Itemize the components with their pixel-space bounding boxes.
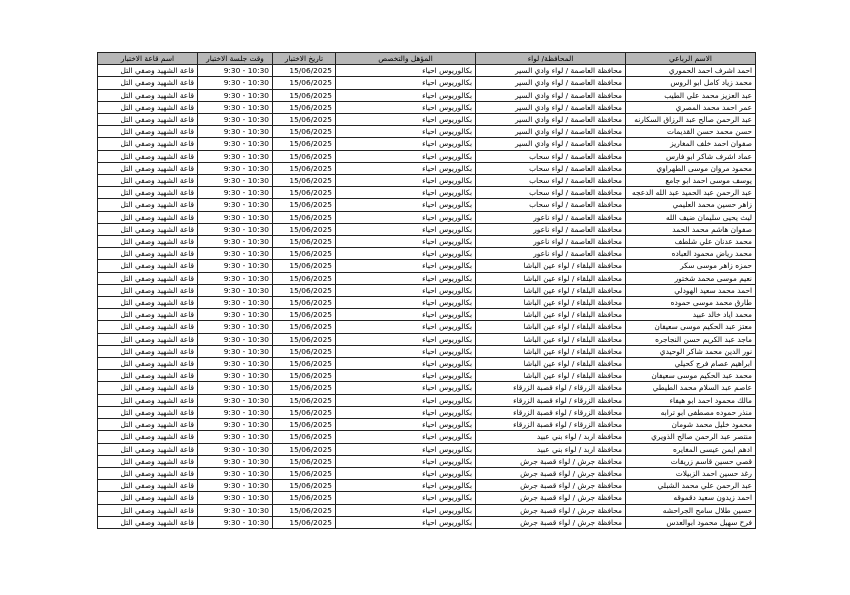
cell-time: 9:30 - 10:30 — [198, 467, 273, 479]
cell-qualification: بكالوريوس احياء — [336, 516, 476, 528]
cell-time: 9:30 - 10:30 — [198, 321, 273, 333]
cell-time: 9:30 - 10:30 — [198, 455, 273, 467]
cell-time: 9:30 - 10:30 — [198, 138, 273, 150]
cell-time: 9:30 - 10:30 — [198, 114, 273, 126]
cell-qualification: بكالوريوس احياء — [336, 236, 476, 248]
cell-time: 9:30 - 10:30 — [198, 284, 273, 296]
cell-qualification: بكالوريوس احياء — [336, 101, 476, 113]
cell-date: 15/06/2025 — [273, 187, 336, 199]
table-row — [98, 272, 756, 284]
header-hall: اسم قاعة الاختبار — [98, 53, 198, 65]
cell-time: 9:30 - 10:30 — [198, 211, 273, 223]
cell-name: ادهم ايمن عيسى المغايره — [626, 443, 756, 455]
table-row — [98, 162, 756, 174]
cell-date: 15/06/2025 — [273, 333, 336, 345]
cell-qualification: بكالوريوس احياء — [336, 492, 476, 504]
cell-governorate: محافظة جرش / لواء قصبة جرش — [476, 455, 626, 467]
cell-time: 9:30 - 10:30 — [198, 223, 273, 235]
cell-time: 9:30 - 10:30 — [198, 65, 273, 77]
cell-governorate: محافظة البلقاء / لواء عين الباشا — [476, 358, 626, 370]
cell-name: محمد عدنان علي شلطف — [626, 236, 756, 248]
header-time: وقت جلسة الاختبار — [198, 53, 273, 65]
cell-time: 9:30 - 10:30 — [198, 297, 273, 309]
cell-time: 9:30 - 10:30 — [198, 406, 273, 418]
cell-governorate: محافظة الزرقاء / لواء قصبة الزرقاء — [476, 394, 626, 406]
cell-date: 15/06/2025 — [273, 260, 336, 272]
cell-hall: قاعة الشهيد وصفي التل — [98, 162, 198, 174]
cell-date: 15/06/2025 — [273, 504, 336, 516]
cell-time: 9:30 - 10:30 — [198, 162, 273, 174]
cell-governorate: محافظة العاصمة / لواء وادي السير — [476, 101, 626, 113]
cell-hall: قاعة الشهيد وصفي التل — [98, 187, 198, 199]
cell-name: صفوان احمد خلف المغاريز — [626, 138, 756, 150]
cell-time: 9:30 - 10:30 — [198, 248, 273, 260]
cell-hall: قاعة الشهيد وصفي التل — [98, 406, 198, 418]
table-row — [98, 516, 756, 528]
cell-hall: قاعة الشهيد وصفي التل — [98, 248, 198, 260]
table-row — [98, 114, 756, 126]
cell-governorate: محافظة الزرقاء / لواء قصبة الزرقاء — [476, 419, 626, 431]
table-row — [98, 419, 756, 431]
table-row — [98, 126, 756, 138]
table-row — [98, 431, 756, 443]
table-row — [98, 321, 756, 333]
cell-time: 9:30 - 10:30 — [198, 370, 273, 382]
table-row — [98, 309, 756, 321]
cell-governorate: محافظة جرش / لواء قصبة جرش — [476, 492, 626, 504]
cell-name: عماد اشرف شاكر ابو فارس — [626, 150, 756, 162]
cell-date: 15/06/2025 — [273, 126, 336, 138]
cell-date: 15/06/2025 — [273, 77, 336, 89]
cell-time: 9:30 - 10:30 — [198, 101, 273, 113]
cell-qualification: بكالوريوس احياء — [336, 467, 476, 479]
table-row — [98, 199, 756, 211]
cell-qualification: بكالوريوس احياء — [336, 211, 476, 223]
cell-time: 9:30 - 10:30 — [198, 394, 273, 406]
cell-date: 15/06/2025 — [273, 431, 336, 443]
cell-hall: قاعة الشهيد وصفي التل — [98, 272, 198, 284]
cell-date: 15/06/2025 — [273, 321, 336, 333]
cell-name: احمد محمد سعيد الهودلي — [626, 284, 756, 296]
cell-name: نور الدين محمد شاكر الوحيدي — [626, 345, 756, 357]
table-row — [98, 370, 756, 382]
cell-date: 15/06/2025 — [273, 492, 336, 504]
cell-governorate: محافظة جرش / لواء قصبة جرش — [476, 516, 626, 528]
header-name: الاسم الرباعي — [626, 53, 756, 65]
cell-name: محمود خليل محمد شومان — [626, 419, 756, 431]
cell-time: 9:30 - 10:30 — [198, 382, 273, 394]
cell-hall: قاعة الشهيد وصفي التل — [98, 138, 198, 150]
cell-governorate: محافظة البلقاء / لواء عين الباشا — [476, 370, 626, 382]
cell-date: 15/06/2025 — [273, 162, 336, 174]
table-row — [98, 89, 756, 101]
cell-date: 15/06/2025 — [273, 345, 336, 357]
cell-qualification: بكالوريوس احياء — [336, 272, 476, 284]
cell-name: ابراهيم عصام فرج كحيلي — [626, 358, 756, 370]
cell-time: 9:30 - 10:30 — [198, 199, 273, 211]
cell-governorate: محافظة العاصمة / لواء سحاب — [476, 162, 626, 174]
cell-qualification: بكالوريوس احياء — [336, 480, 476, 492]
cell-hall: قاعة الشهيد وصفي التل — [98, 345, 198, 357]
table-row — [98, 175, 756, 187]
cell-date: 15/06/2025 — [273, 480, 336, 492]
cell-qualification: بكالوريوس احياء — [336, 138, 476, 150]
cell-date: 15/06/2025 — [273, 394, 336, 406]
cell-qualification: بكالوريوس احياء — [336, 260, 476, 272]
cell-time: 9:30 - 10:30 — [198, 443, 273, 455]
cell-hall: قاعة الشهيد وصفي التل — [98, 126, 198, 138]
cell-name: محمود مروان موسى الطهراوي — [626, 162, 756, 174]
cell-name: عبد الرحمن علي محمد الشبلي — [626, 480, 756, 492]
cell-time: 9:30 - 10:30 — [198, 345, 273, 357]
cell-governorate: محافظة جرش / لواء قصبة جرش — [476, 467, 626, 479]
cell-qualification: بكالوريوس احياء — [336, 89, 476, 101]
cell-hall: قاعة الشهيد وصفي التل — [98, 394, 198, 406]
table-row — [98, 480, 756, 492]
cell-qualification: بكالوريوس احياء — [336, 223, 476, 235]
cell-name: حمزه زاهر موسى سكر — [626, 260, 756, 272]
cell-governorate: محافظة العاصمة / لواء وادي السير — [476, 89, 626, 101]
cell-hall: قاعة الشهيد وصفي التل — [98, 333, 198, 345]
cell-name: محمد عبد الحكيم موسى سعيفان — [626, 370, 756, 382]
cell-governorate: محافظة البلقاء / لواء عين الباشا — [476, 345, 626, 357]
cell-time: 9:30 - 10:30 — [198, 175, 273, 187]
cell-name: محمد زياد كامل ابو الروس — [626, 77, 756, 89]
cell-hall: قاعة الشهيد وصفي التل — [98, 211, 198, 223]
header-qualification: المؤهل والتخصص — [336, 53, 476, 65]
cell-name: يوسف موسى احمد ابو جامع — [626, 175, 756, 187]
cell-governorate: محافظة العاصمة / لواء ناعور — [476, 223, 626, 235]
cell-governorate: محافظة العاصمة / لواء ناعور — [476, 236, 626, 248]
cell-date: 15/06/2025 — [273, 150, 336, 162]
cell-name: زاهر حسين محمد العليمي — [626, 199, 756, 211]
cell-hall: قاعة الشهيد وصفي التل — [98, 492, 198, 504]
cell-name: نعيم موسى محمد شختور — [626, 272, 756, 284]
cell-hall: قاعة الشهيد وصفي التل — [98, 443, 198, 455]
cell-date: 15/06/2025 — [273, 284, 336, 296]
cell-qualification: بكالوريوس احياء — [336, 358, 476, 370]
table-row — [98, 297, 756, 309]
cell-time: 9:30 - 10:30 — [198, 358, 273, 370]
table-row — [98, 467, 756, 479]
cell-governorate: محافظة البلقاء / لواء عين الباشا — [476, 272, 626, 284]
cell-time: 9:30 - 10:30 — [198, 236, 273, 248]
cell-governorate: محافظة العاصمة / لواء وادي السير — [476, 126, 626, 138]
cell-governorate: محافظة العاصمة / لواء وادي السير — [476, 65, 626, 77]
cell-governorate: محافظة العاصمة / لواء وادي السير — [476, 114, 626, 126]
cell-qualification: بكالوريوس احياء — [336, 162, 476, 174]
cell-qualification: بكالوريوس احياء — [336, 370, 476, 382]
cell-time: 9:30 - 10:30 — [198, 309, 273, 321]
cell-date: 15/06/2025 — [273, 114, 336, 126]
cell-governorate: محافظة جرش / لواء قصبة جرش — [476, 480, 626, 492]
table-row — [98, 187, 756, 199]
cell-time: 9:30 - 10:30 — [198, 126, 273, 138]
cell-date: 15/06/2025 — [273, 101, 336, 113]
cell-date: 15/06/2025 — [273, 309, 336, 321]
table-row — [98, 101, 756, 113]
cell-name: طارق محمد موسى حموده — [626, 297, 756, 309]
cell-name: منذر حموده مصطفى ابو ترابه — [626, 406, 756, 418]
cell-time: 9:30 - 10:30 — [198, 492, 273, 504]
cell-name: حسين طلال سامح الجراحشه — [626, 504, 756, 516]
table-row — [98, 455, 756, 467]
cell-hall: قاعة الشهيد وصفي التل — [98, 175, 198, 187]
cell-qualification: بكالوريوس احياء — [336, 248, 476, 260]
cell-time: 9:30 - 10:30 — [198, 150, 273, 162]
cell-date: 15/06/2025 — [273, 443, 336, 455]
cell-time: 9:30 - 10:30 — [198, 260, 273, 272]
cell-qualification: بكالوريوس احياء — [336, 406, 476, 418]
exam-schedule-table — [97, 52, 756, 529]
cell-governorate: محافظة العاصمة / لواء سحاب — [476, 187, 626, 199]
table-row — [98, 394, 756, 406]
cell-date: 15/06/2025 — [273, 65, 336, 77]
table-row — [98, 345, 756, 357]
cell-time: 9:30 - 10:30 — [198, 431, 273, 443]
cell-date: 15/06/2025 — [273, 89, 336, 101]
cell-hall: قاعة الشهيد وصفي التل — [98, 223, 198, 235]
cell-date: 15/06/2025 — [273, 516, 336, 528]
cell-qualification: بكالوريوس احياء — [336, 199, 476, 211]
cell-date: 15/06/2025 — [273, 175, 336, 187]
cell-hall: قاعة الشهيد وصفي التل — [98, 467, 198, 479]
cell-qualification: بكالوريوس احياء — [336, 455, 476, 467]
cell-hall: قاعة الشهيد وصفي التل — [98, 431, 198, 443]
cell-date: 15/06/2025 — [273, 467, 336, 479]
cell-name: صفوان هاشم محمد الحمد — [626, 223, 756, 235]
cell-governorate: محافظة العاصمة / لواء ناعور — [476, 211, 626, 223]
table-row — [98, 248, 756, 260]
cell-governorate: محافظة العاصمة / لواء سحاب — [476, 150, 626, 162]
cell-hall: قاعة الشهيد وصفي التل — [98, 480, 198, 492]
cell-hall: قاعة الشهيد وصفي التل — [98, 370, 198, 382]
cell-hall: قاعة الشهيد وصفي التل — [98, 114, 198, 126]
cell-date: 15/06/2025 — [273, 370, 336, 382]
cell-qualification: بكالوريوس احياء — [336, 345, 476, 357]
table-row — [98, 65, 756, 77]
cell-date: 15/06/2025 — [273, 211, 336, 223]
cell-qualification: بكالوريوس احياء — [336, 394, 476, 406]
cell-hall: قاعة الشهيد وصفي التل — [98, 150, 198, 162]
cell-time: 9:30 - 10:30 — [198, 77, 273, 89]
cell-governorate: محافظة البلقاء / لواء عين الباشا — [476, 333, 626, 345]
table-row — [98, 211, 756, 223]
cell-hall: قاعة الشهيد وصفي التل — [98, 236, 198, 248]
cell-time: 9:30 - 10:30 — [198, 504, 273, 516]
cell-hall: قاعة الشهيد وصفي التل — [98, 419, 198, 431]
cell-name: مالك محمود احمد ابو هيفاء — [626, 394, 756, 406]
cell-governorate: محافظة البلقاء / لواء عين الباشا — [476, 309, 626, 321]
cell-date: 15/06/2025 — [273, 382, 336, 394]
cell-hall: قاعة الشهيد وصفي التل — [98, 199, 198, 211]
cell-governorate: محافظة اربد / لواء بني عبيد — [476, 431, 626, 443]
cell-qualification: بكالوريوس احياء — [336, 150, 476, 162]
cell-qualification: بكالوريوس احياء — [336, 284, 476, 296]
cell-name: عمر احمد محمد المصري — [626, 101, 756, 113]
cell-qualification: بكالوريوس احياء — [336, 114, 476, 126]
table-row — [98, 260, 756, 272]
cell-date: 15/06/2025 — [273, 406, 336, 418]
cell-date: 15/06/2025 — [273, 358, 336, 370]
cell-name: عبد العزيز محمد علي الطيب — [626, 89, 756, 101]
cell-hall: قاعة الشهيد وصفي التل — [98, 89, 198, 101]
cell-time: 9:30 - 10:30 — [198, 480, 273, 492]
cell-hall: قاعة الشهيد وصفي التل — [98, 358, 198, 370]
table-row — [98, 382, 756, 394]
cell-date: 15/06/2025 — [273, 138, 336, 150]
cell-name: قصي حسين قاسم زريقات — [626, 455, 756, 467]
cell-qualification: بكالوريوس احياء — [336, 309, 476, 321]
cell-time: 9:30 - 10:30 — [198, 272, 273, 284]
cell-hall: قاعة الشهيد وصفي التل — [98, 65, 198, 77]
cell-qualification: بكالوريوس احياء — [336, 443, 476, 455]
cell-governorate: محافظة اربد / لواء بني عبيد — [476, 443, 626, 455]
table-row — [98, 333, 756, 345]
cell-governorate: محافظة الزرقاء / لواء قصبة الزرقاء — [476, 382, 626, 394]
table-row — [98, 504, 756, 516]
cell-governorate: محافظة البلقاء / لواء عين الباشا — [476, 260, 626, 272]
table-row — [98, 236, 756, 248]
table-row — [98, 443, 756, 455]
cell-governorate: محافظة البلقاء / لواء عين الباشا — [476, 284, 626, 296]
table-row — [98, 406, 756, 418]
cell-hall: قاعة الشهيد وصفي التل — [98, 516, 198, 528]
cell-governorate: محافظة العاصمة / لواء وادي السير — [476, 77, 626, 89]
cell-qualification: بكالوريوس احياء — [336, 297, 476, 309]
cell-date: 15/06/2025 — [273, 223, 336, 235]
cell-hall: قاعة الشهيد وصفي التل — [98, 455, 198, 467]
cell-name: فرح سهيل محمود ابوالعدس — [626, 516, 756, 528]
cell-qualification: بكالوريوس احياء — [336, 419, 476, 431]
header-row — [98, 53, 756, 65]
cell-name: احمد اشرف احمد الحموري — [626, 65, 756, 77]
cell-hall: قاعة الشهيد وصفي التل — [98, 260, 198, 272]
cell-time: 9:30 - 10:30 — [198, 89, 273, 101]
cell-date: 15/06/2025 — [273, 199, 336, 211]
cell-time: 9:30 - 10:30 — [198, 187, 273, 199]
cell-name: ماجد عبد الكريم حسن النجاجره — [626, 333, 756, 345]
table-body — [98, 65, 756, 529]
cell-date: 15/06/2025 — [273, 248, 336, 260]
cell-name: محمد رياض محمود العباده — [626, 248, 756, 260]
cell-hall: قاعة الشهيد وصفي التل — [98, 297, 198, 309]
cell-name: محمد اياد خالد عبيد — [626, 309, 756, 321]
table-row — [98, 284, 756, 296]
cell-governorate: محافظة العاصمة / لواء ناعور — [476, 248, 626, 260]
cell-governorate: محافظة جرش / لواء قصبة جرش — [476, 504, 626, 516]
cell-time: 9:30 - 10:30 — [198, 419, 273, 431]
table-row — [98, 77, 756, 89]
cell-name: احمد زيدون سعيد دقموقه — [626, 492, 756, 504]
cell-hall: قاعة الشهيد وصفي التل — [98, 321, 198, 333]
cell-qualification: بكالوريوس احياء — [336, 175, 476, 187]
cell-qualification: بكالوريوس احياء — [336, 333, 476, 345]
cell-name: عاصم عبد السلام محمد الطيطي — [626, 382, 756, 394]
header-governorate: المحافظة/ لواء — [476, 53, 626, 65]
cell-date: 15/06/2025 — [273, 272, 336, 284]
cell-name: عبد الرحمن صالح عبد الرزاق السكارنه — [626, 114, 756, 126]
cell-governorate: محافظة العاصمة / لواء سحاب — [476, 175, 626, 187]
cell-time: 9:30 - 10:30 — [198, 333, 273, 345]
cell-governorate: محافظة البلقاء / لواء عين الباشا — [476, 321, 626, 333]
cell-time: 9:30 - 10:30 — [198, 516, 273, 528]
cell-hall: قاعة الشهيد وصفي التل — [98, 101, 198, 113]
table-row — [98, 138, 756, 150]
cell-name: ليث يحيى سليمان ضيف الله — [626, 211, 756, 223]
cell-date: 15/06/2025 — [273, 236, 336, 248]
table-row — [98, 358, 756, 370]
cell-governorate: محافظة العاصمة / لواء وادي السير — [476, 138, 626, 150]
cell-qualification: بكالوريوس احياء — [336, 504, 476, 516]
cell-date: 15/06/2025 — [273, 297, 336, 309]
cell-qualification: بكالوريوس احياء — [336, 431, 476, 443]
cell-hall: قاعة الشهيد وصفي التل — [98, 309, 198, 321]
cell-name: منتصر عبد الرحمن صالح الذويري — [626, 431, 756, 443]
cell-name: عبد الرحمن عبد الحميد عبد الله الدعجه — [626, 187, 756, 199]
cell-qualification: بكالوريوس احياء — [336, 382, 476, 394]
table-row — [98, 223, 756, 235]
cell-hall: قاعة الشهيد وصفي التل — [98, 382, 198, 394]
cell-qualification: بكالوريوس احياء — [336, 187, 476, 199]
cell-date: 15/06/2025 — [273, 419, 336, 431]
cell-governorate: محافظة العاصمة / لواء سحاب — [476, 199, 626, 211]
cell-name: حسن محمد حسن القديمات — [626, 126, 756, 138]
cell-qualification: بكالوريوس احياء — [336, 65, 476, 77]
cell-hall: قاعة الشهيد وصفي التل — [98, 284, 198, 296]
cell-hall: قاعة الشهيد وصفي التل — [98, 77, 198, 89]
cell-date: 15/06/2025 — [273, 455, 336, 467]
cell-qualification: بكالوريوس احياء — [336, 321, 476, 333]
cell-governorate: محافظة البلقاء / لواء عين الباشا — [476, 297, 626, 309]
cell-governorate: محافظة الزرقاء / لواء قصبة الزرقاء — [476, 406, 626, 418]
cell-hall: قاعة الشهيد وصفي التل — [98, 504, 198, 516]
cell-qualification: بكالوريوس احياء — [336, 126, 476, 138]
header-date: تاريخ الاختبار — [273, 53, 336, 65]
cell-name: معتز عبد الحكيم موسى سعيفان — [626, 321, 756, 333]
cell-name: رغد حسين احمد الزبيلات — [626, 467, 756, 479]
table-row — [98, 150, 756, 162]
table-row — [98, 492, 756, 504]
cell-qualification: بكالوريوس احياء — [336, 77, 476, 89]
